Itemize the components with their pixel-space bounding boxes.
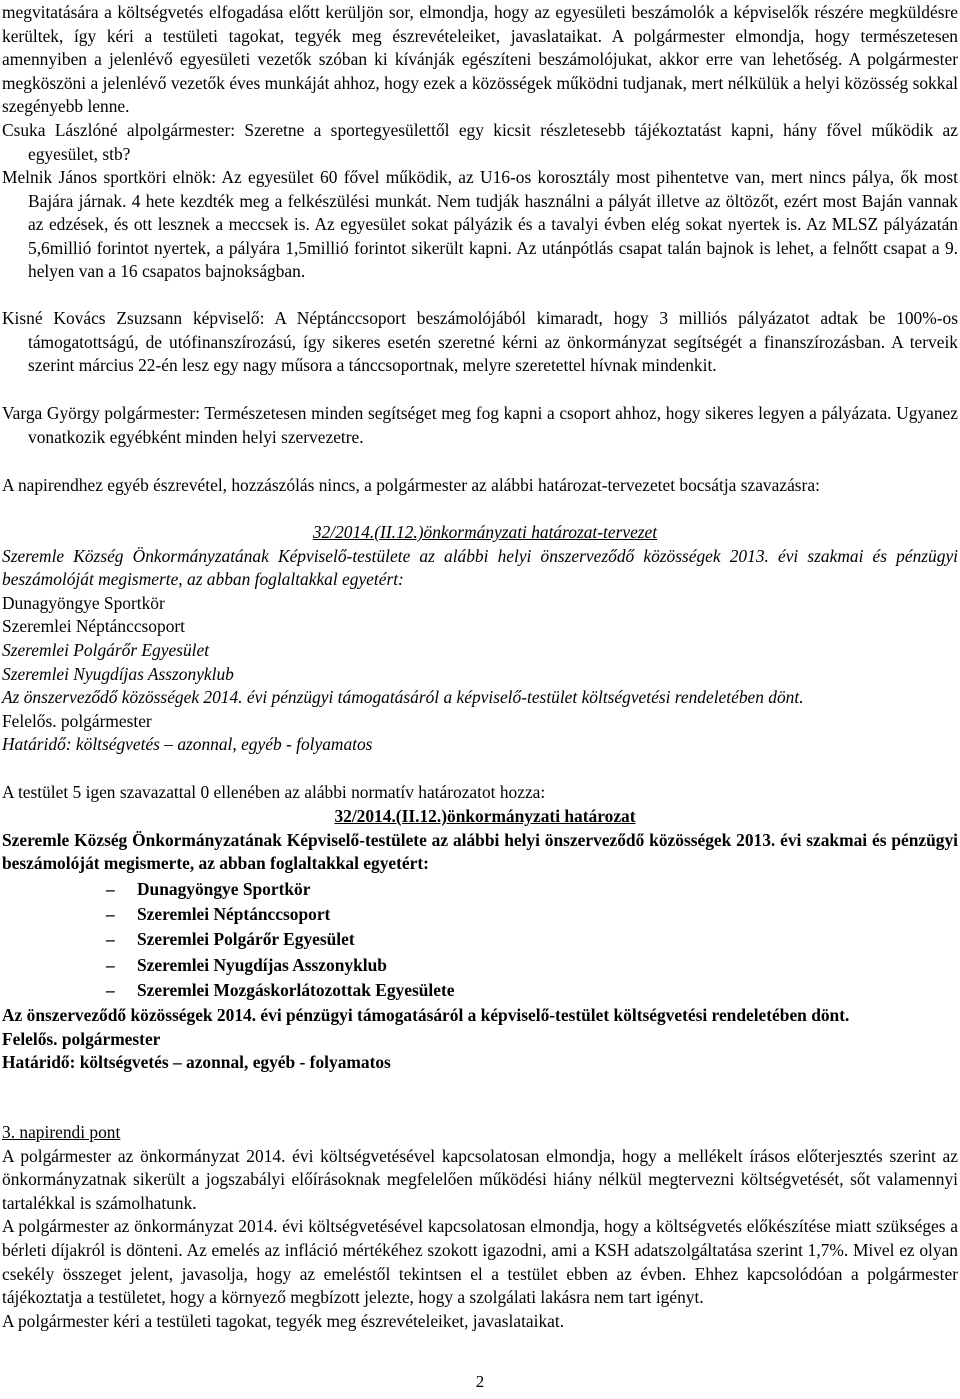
agenda-item-heading: 3. napirendi pont bbox=[2, 1122, 121, 1142]
page-number: 2 bbox=[475, 1372, 485, 1391]
resolution-deadline: Határidő: költségvetés – azonnal, egyéb - folyamatos bbox=[2, 1052, 391, 1073]
representative-remark: Kisné Kovács Zsuzsann képviselő: A Néptánccsoport beszámolójából kimaradt, hogy 3 milliós pályázatot adtak be 100%-os támogatottságú, de utófinanszírozású, így sikeres esetén szeretné kérni az önkormányzat segítségét a finanszírozásban. A terveik szerint március 22-én lesz egy nagy műsora a tánccsoportnak, melyre szeretettel hívnak mindenkit. bbox=[2, 308, 958, 376]
resolution-title: 32/2014.(II.12.)önkormányzati határozat bbox=[334, 806, 636, 826]
draft-closing: Az önszerveződő közösségek 2014. évi pénzügyi támogatásáról a képviselő-testület költségvetési rendeletében dönt. bbox=[2, 687, 804, 708]
list-item-label: Szeremlei Polgárőr Egyesület bbox=[137, 929, 355, 950]
list-item-label: Szeremlei Néptánccsoport bbox=[137, 904, 331, 925]
list-dash: – bbox=[106, 878, 115, 899]
agenda-item-3 bbox=[2, 1121, 958, 1333]
list-item bbox=[2, 928, 958, 953]
budget-paragraph: A polgármester az önkormányzat 2014. évi költségvetésével kapcsolatosan elmondja, hogy a mellékelt írásos előterjesztés szerint az önkormányzatnak sikerült a jogszabályi előírásoknak megfelelően működési hiány nélkül megtervezni költségvetését, sőt valamennyi tartalékkal is számolhatunk. bbox=[2, 1145, 958, 1213]
list-dash: – bbox=[106, 904, 115, 925]
draft-resolution-intro: Szeremle Község Önkormányzatának Képviselő-testülete az alábbi helyi önszerveződő közösségek 2013. évi szakmai és pénzügyi beszámolóját megismerte, az abban foglaltakkal egyetért: bbox=[2, 545, 958, 590]
draft-item: Szeremlei Néptánccsoport bbox=[2, 616, 186, 637]
list-dash: – bbox=[106, 954, 115, 975]
list-item bbox=[2, 979, 958, 1004]
request-paragraph: A polgármester kéri a testületi tagokat, tegyék meg észrevételeiket, javaslataikat. bbox=[2, 1310, 565, 1331]
draft-item: Szeremlei Polgárőr Egyesület bbox=[2, 639, 210, 660]
adopted-resolution bbox=[2, 805, 958, 1075]
list-dash: – bbox=[106, 929, 115, 950]
list-dash: – bbox=[106, 979, 115, 1000]
list-item-label: Szeremlei Mozgáskorlátozottak Egyesülete bbox=[137, 979, 455, 1000]
vote-result: A testület 5 igen szavazattal 0 ellenében az alábbi normatív határozatot hozza: bbox=[2, 782, 546, 802]
mayor-reply: Varga György polgármester: Természetesen minden segítséget meg fog kapni a csoport ahhoz, hogy sikeres legyen a pályázata. Ugyanez vonatkozik egyébként minden helyi szervezetre. bbox=[2, 403, 958, 447]
sports-club-reply: Melnik János sportköri elnök: Az egyesület 60 fővel működik, az U16-os korosztály most pihentetve van, mert nincs pálya, ők most Bajára járnak. 4 hete kezdték meg a felkészülési munkát. Nem tudják használni a pályát illetve az öltözőt, ezért most Baján vannak az edzések, és ott lesznek a meccsek is. Az egyesület sokat pályázik és a tavalyi évben elég sokat nyertek is. Az MLSZ pályázatán 5,6millió forintot nyertek, a pályára 1,5millió forintot sikerült kapni. Az utánpótlás csapat talán bajnok is lehet, a felnőtt csapat a 9. helyen van a 16 csapatos bajnokságban. bbox=[2, 167, 958, 282]
list-item bbox=[2, 878, 958, 903]
resolution-responsible: Felelős. polgármester bbox=[2, 1028, 161, 1049]
draft-item: Szeremlei Nyugdíjas Asszonyklub bbox=[2, 663, 234, 684]
list-item-label: Szeremlei Nyugdíjas Asszonyklub bbox=[137, 954, 387, 975]
list-item bbox=[2, 954, 958, 979]
deputy-mayor-question: Csuka Lászlóné alpolgármester: Szeretne a sportegyesülettől egy kicsit részletesebb tájékoztatást kapni, hány fővel működik az egyesület, stb? bbox=[2, 120, 958, 164]
resolution-closing: Az önszerveződő közösségek 2014. évi pénzügyi támogatásáról a képviselő-testület költségvetési rendeletében dönt. bbox=[2, 1005, 850, 1026]
draft-resolution bbox=[2, 521, 958, 757]
draft-deadline: Határidő: költségvetés – azonnal, egyéb - folyamatos bbox=[2, 734, 373, 755]
draft-responsible: Felelős. polgármester bbox=[2, 710, 152, 731]
resolution-intro: Szeremle Község Önkormányzatának Képviselő-testülete az alábbi helyi önszerveződő közösségek 2013. évi szakmai és pénzügyi beszámolóját megismerte, az abban foglaltakkal egyetért: bbox=[2, 829, 958, 874]
intro-paragraph: megvitatására a költségvetés elfogadása előtt kerüljön sor, elmondja, hogy az egyesületi beszámolók a képviselők részére megküldésre kerültek, így kéri a testületi tagokat, tegyék meg észrevételeiket, javaslataikat. A polgármester elmondja, hogy természetesen amennyiben a jelenlévő egyesületi vezetők szóban ki kívánják egészíteni beszámolójukat, akkor erre van lehetőség. A polgármester megköszöni a jelenlévő vezetők éves munkáját ahhoz, hogy ezek a közösségek működni tudjanak, mert nélkülük a helyi közösség sokkal szegényebb lenne. bbox=[2, 2, 958, 117]
draft-resolution-title: 32/2014.(II.12.)önkormányzati határozat-tervezet bbox=[312, 522, 658, 542]
list-item bbox=[2, 903, 958, 928]
resolution-list bbox=[2, 878, 958, 1004]
agenda-vote-intro: A napirendhez egyéb észrevétel, hozzászólás nincs, a polgármester az alábbi határozat-tervezetet bocsátja szavazásra: bbox=[2, 475, 820, 495]
list-item-label: Dunagyöngye Sportkör bbox=[137, 878, 311, 899]
draft-item: Dunagyöngye Sportkör bbox=[2, 592, 165, 613]
rent-paragraph: A polgármester az önkormányzat 2014. évi költségvetésével kapcsolatosan elmondja, hogy a költségvetés előkészítése miatt szükséges a bérleti díjakról is dönteni. Az emelés az infláció mértékéhez szokott igazodni, ami a KSH adatszolgáltatása szerint 1,7%. Mivel ez olyan csekély összeget jelent, javasolja, hogy az emeléstől tekintsen el a testület ebben az évben. Ehhez kapcsolódóan a polgármester tájékoztatja a testületet, hogy a környező megbízott jelezte, hogy a szolgálati lakásra nem tart igényt. bbox=[2, 1216, 958, 1308]
